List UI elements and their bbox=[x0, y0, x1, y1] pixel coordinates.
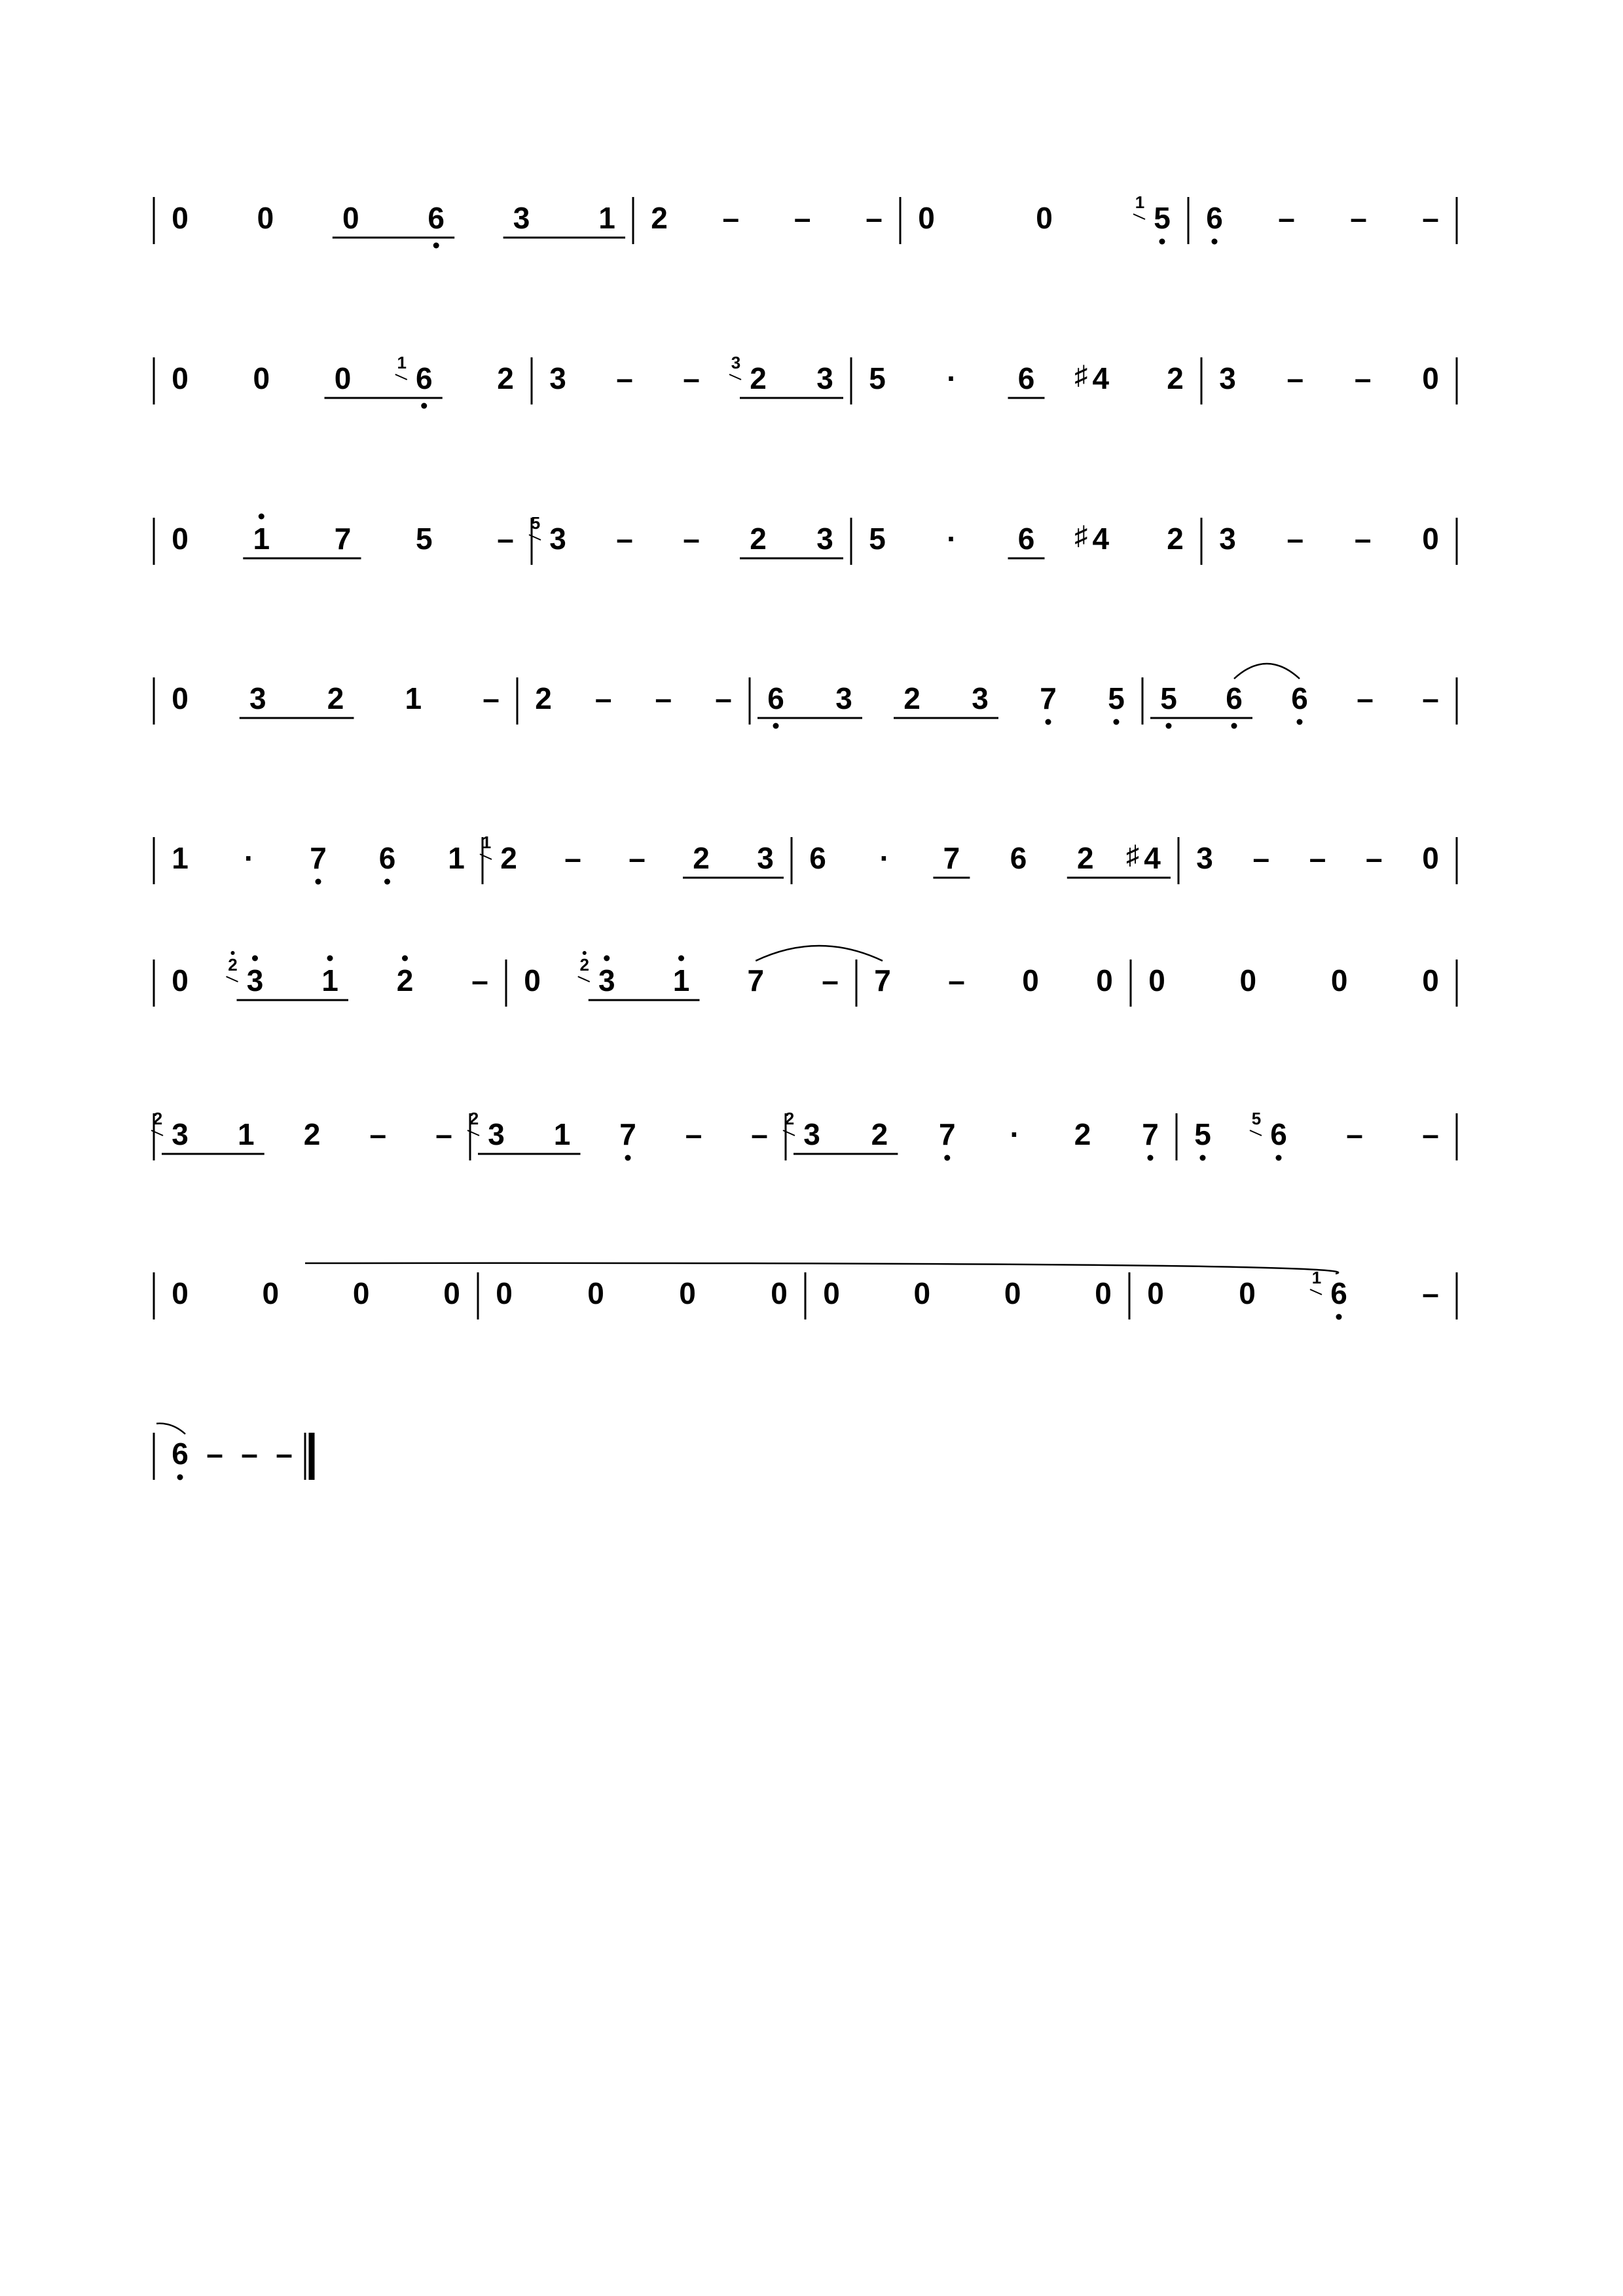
note: 1 bbox=[321, 963, 338, 998]
note: 2 bbox=[497, 361, 514, 396]
note: 6 bbox=[1291, 681, 1308, 716]
dash-extension: – bbox=[1286, 361, 1304, 396]
octave-down-dot bbox=[1159, 239, 1165, 245]
dash-extension: – bbox=[1422, 201, 1439, 236]
note: 2 bbox=[903, 681, 921, 716]
sharp-sign: ♯ bbox=[1074, 521, 1088, 550]
dash-extension: – bbox=[276, 1437, 293, 1471]
note: 7 bbox=[1040, 681, 1057, 716]
grace-note: 2 bbox=[784, 1108, 795, 1128]
tie-slur bbox=[1234, 664, 1300, 679]
note: 0 bbox=[172, 681, 189, 716]
dash-extension: – bbox=[435, 1117, 452, 1152]
note: 0 bbox=[172, 1276, 189, 1311]
dash-extension: – bbox=[1278, 201, 1295, 236]
dash-extension: – bbox=[594, 681, 612, 716]
octave-down-dot bbox=[1046, 719, 1051, 725]
grace-slash bbox=[1133, 214, 1145, 219]
note: 6 bbox=[767, 681, 784, 716]
note: 3 bbox=[598, 963, 615, 998]
note: 0 bbox=[1096, 963, 1113, 998]
grace-note: 2 bbox=[153, 1108, 163, 1128]
dash-extension: – bbox=[564, 841, 581, 876]
note: 1 bbox=[598, 201, 615, 236]
note: 0 bbox=[257, 201, 274, 236]
note: 2 bbox=[750, 522, 767, 556]
note: 3 bbox=[757, 841, 774, 876]
note: 0 bbox=[771, 1276, 788, 1311]
note: 5 bbox=[869, 522, 886, 556]
note: 0 bbox=[443, 1276, 460, 1311]
grace-note: 5 bbox=[1251, 1108, 1262, 1128]
octave-down-dot bbox=[625, 1155, 631, 1161]
grace-note: 1 bbox=[481, 832, 492, 852]
note: 1 bbox=[237, 1117, 255, 1152]
note: 0 bbox=[1422, 963, 1439, 998]
sharp-sign: ♯ bbox=[1126, 840, 1139, 870]
augmentation-dot: · bbox=[879, 841, 890, 876]
note: 3 bbox=[246, 963, 264, 998]
note: 1 bbox=[672, 963, 690, 998]
note: 4 bbox=[1092, 361, 1110, 396]
grace-note: 5 bbox=[530, 512, 541, 533]
note: 0 bbox=[1422, 841, 1439, 876]
note: 2 bbox=[396, 963, 414, 998]
note: 3 bbox=[1219, 522, 1236, 556]
note: 2 bbox=[327, 681, 344, 716]
note: 3 bbox=[816, 361, 833, 396]
note: 0 bbox=[1239, 963, 1257, 998]
grace-octave-up-dot bbox=[583, 951, 587, 955]
note: 7 bbox=[310, 841, 327, 876]
note: 7 bbox=[943, 841, 960, 876]
dash-extension: – bbox=[483, 681, 500, 716]
dash-extension: – bbox=[1357, 681, 1374, 716]
note: 6 bbox=[1017, 361, 1035, 396]
note: 0 bbox=[1422, 361, 1439, 396]
dash-extension: – bbox=[948, 963, 965, 998]
note: 3 bbox=[172, 1117, 189, 1152]
note: 7 bbox=[747, 963, 765, 998]
dash-extension: – bbox=[1422, 681, 1439, 716]
note: 0 bbox=[172, 361, 189, 396]
note: 1 bbox=[172, 841, 189, 876]
dash-extension: – bbox=[822, 963, 839, 998]
grace-slash bbox=[1250, 1130, 1262, 1136]
dash-extension: – bbox=[683, 522, 700, 556]
note: 7 bbox=[939, 1117, 956, 1152]
octave-up-dot bbox=[604, 956, 610, 961]
octave-down-dot bbox=[177, 1475, 183, 1480]
augmentation-dot: · bbox=[947, 361, 957, 396]
note: 2 bbox=[1167, 522, 1184, 556]
note: 1 bbox=[553, 1117, 571, 1152]
note: 0 bbox=[1422, 522, 1439, 556]
octave-up-dot bbox=[402, 956, 408, 961]
note: 6 bbox=[415, 361, 433, 396]
octave-down-dot bbox=[1114, 719, 1120, 725]
dash-extension: – bbox=[1422, 1117, 1439, 1152]
dash-extension: – bbox=[1286, 522, 1304, 556]
note: 0 bbox=[1148, 963, 1165, 998]
note: 0 bbox=[334, 361, 352, 396]
note: 3 bbox=[513, 201, 530, 236]
dash-extension: – bbox=[1252, 841, 1270, 876]
dash-extension: – bbox=[722, 201, 740, 236]
dash-extension: – bbox=[655, 681, 672, 716]
note: 5 bbox=[1194, 1117, 1211, 1152]
note: 7 bbox=[1142, 1117, 1159, 1152]
note: 1 bbox=[448, 841, 465, 876]
octave-down-dot bbox=[944, 1155, 950, 1161]
note: 2 bbox=[871, 1117, 888, 1152]
note: 2 bbox=[535, 681, 552, 716]
note: 0 bbox=[352, 1276, 370, 1311]
note: 2 bbox=[500, 841, 517, 876]
octave-down-dot bbox=[1212, 239, 1218, 245]
note: 0 bbox=[823, 1276, 840, 1311]
note: 0 bbox=[1095, 1276, 1112, 1311]
note: 2 bbox=[1077, 841, 1094, 876]
note: 3 bbox=[488, 1117, 505, 1152]
dash-extension: – bbox=[616, 361, 633, 396]
note: 6 bbox=[1010, 841, 1027, 876]
note: 2 bbox=[1074, 1117, 1091, 1152]
octave-down-dot bbox=[1166, 723, 1172, 729]
note: 7 bbox=[334, 522, 352, 556]
dash-extension: – bbox=[683, 361, 700, 396]
augmentation-dot: · bbox=[947, 522, 957, 556]
note: 6 bbox=[378, 841, 396, 876]
note: 2 bbox=[303, 1117, 321, 1152]
grace-slash bbox=[227, 977, 238, 982]
note: 3 bbox=[249, 681, 266, 716]
octave-down-dot bbox=[773, 723, 779, 729]
grace-slash bbox=[578, 977, 590, 982]
note: 2 bbox=[750, 361, 767, 396]
note: 5 bbox=[1108, 681, 1125, 716]
dash-extension: – bbox=[685, 1117, 702, 1152]
note: 7 bbox=[874, 963, 891, 998]
tie-slur-start bbox=[305, 1263, 1338, 1274]
note: 6 bbox=[1206, 201, 1223, 236]
note: 1 bbox=[253, 522, 270, 556]
octave-down-dot bbox=[433, 243, 439, 249]
dash-extension: – bbox=[241, 1437, 258, 1471]
octave-down-dot bbox=[384, 879, 390, 885]
octave-down-dot bbox=[421, 403, 427, 409]
note: 3 bbox=[803, 1117, 820, 1152]
dash-extension: – bbox=[629, 841, 646, 876]
grace-slash bbox=[1310, 1289, 1322, 1295]
note: 0 bbox=[253, 361, 270, 396]
grace-note: 2 bbox=[469, 1108, 479, 1128]
dash-extension: – bbox=[1354, 522, 1372, 556]
note: 3 bbox=[835, 681, 852, 716]
dash-extension: – bbox=[866, 201, 883, 236]
tie-slur bbox=[756, 946, 883, 961]
grace-octave-up-dot bbox=[231, 951, 235, 955]
note: 0 bbox=[172, 963, 189, 998]
dash-extension: – bbox=[616, 522, 633, 556]
grace-note: 1 bbox=[1135, 192, 1145, 212]
dash-extension: – bbox=[206, 1437, 223, 1471]
grace-note: 1 bbox=[397, 352, 407, 372]
dash-extension: – bbox=[471, 963, 488, 998]
grace-slash bbox=[729, 374, 741, 380]
octave-down-dot bbox=[1336, 1314, 1342, 1320]
dash-extension: – bbox=[1365, 841, 1383, 876]
note: 0 bbox=[913, 1276, 931, 1311]
sharp-sign: ♯ bbox=[1074, 361, 1088, 390]
octave-up-dot bbox=[327, 956, 333, 961]
note: 6 bbox=[1330, 1276, 1347, 1311]
note: 2 bbox=[1167, 361, 1184, 396]
dash-extension: – bbox=[715, 681, 732, 716]
note: 2 bbox=[693, 841, 710, 876]
note: 3 bbox=[1196, 841, 1213, 876]
note: 3 bbox=[972, 681, 989, 716]
note: 6 bbox=[172, 1437, 189, 1471]
note: 5 bbox=[1160, 681, 1177, 716]
octave-up-dot bbox=[678, 956, 684, 961]
note: 0 bbox=[679, 1276, 696, 1311]
note: 4 bbox=[1144, 841, 1161, 876]
note: 0 bbox=[1004, 1276, 1021, 1311]
dash-extension: – bbox=[369, 1117, 387, 1152]
octave-down-dot bbox=[316, 879, 321, 885]
dash-extension: – bbox=[793, 201, 811, 236]
note: 3 bbox=[549, 522, 566, 556]
note: 0 bbox=[918, 201, 935, 236]
note: 0 bbox=[172, 201, 189, 236]
note: 0 bbox=[262, 1276, 280, 1311]
augmentation-dot: · bbox=[1010, 1117, 1020, 1152]
note: 6 bbox=[428, 201, 445, 236]
grace-note: 3 bbox=[731, 352, 741, 372]
note: 3 bbox=[1219, 361, 1236, 396]
note: 3 bbox=[549, 361, 566, 396]
note: 0 bbox=[1330, 963, 1348, 998]
note: 6 bbox=[1017, 522, 1035, 556]
note: 6 bbox=[1270, 1117, 1287, 1152]
note: 0 bbox=[587, 1276, 604, 1311]
note: 0 bbox=[1239, 1276, 1256, 1311]
note: 0 bbox=[496, 1276, 513, 1311]
note: 0 bbox=[342, 201, 359, 236]
note: 6 bbox=[809, 841, 826, 876]
dash-extension: – bbox=[1346, 1117, 1363, 1152]
note: 3 bbox=[816, 522, 833, 556]
tie-slur-end bbox=[156, 1424, 185, 1434]
note: 0 bbox=[1036, 201, 1053, 236]
grace-note: 2 bbox=[228, 954, 238, 975]
note: 6 bbox=[1226, 681, 1243, 716]
grace-note: 2 bbox=[579, 954, 589, 975]
note: 0 bbox=[1022, 963, 1039, 998]
dash-extension: – bbox=[497, 522, 514, 556]
dash-extension: – bbox=[1422, 1276, 1439, 1311]
dash-extension: – bbox=[1350, 201, 1367, 236]
note: 2 bbox=[651, 201, 668, 236]
note: 1 bbox=[405, 681, 422, 716]
octave-down-dot bbox=[1276, 1155, 1282, 1161]
grace-note: 1 bbox=[1311, 1267, 1322, 1287]
octave-down-dot bbox=[1148, 1155, 1154, 1161]
octave-up-dot bbox=[259, 514, 264, 520]
note: 0 bbox=[172, 522, 189, 556]
note: 4 bbox=[1092, 522, 1110, 556]
dash-extension: – bbox=[751, 1117, 768, 1152]
grace-slash bbox=[395, 374, 407, 380]
note: 5 bbox=[415, 522, 433, 556]
note: 5 bbox=[869, 361, 886, 396]
dash-extension: – bbox=[1309, 841, 1326, 876]
note: 7 bbox=[619, 1117, 636, 1152]
augmentation-dot: · bbox=[244, 841, 255, 876]
octave-up-dot bbox=[252, 956, 258, 961]
note: 5 bbox=[1154, 201, 1171, 236]
note: 0 bbox=[1147, 1276, 1164, 1311]
octave-down-dot bbox=[1231, 723, 1237, 729]
octave-down-dot bbox=[1200, 1155, 1206, 1161]
note: 0 bbox=[524, 963, 541, 998]
dash-extension: – bbox=[1354, 361, 1372, 396]
octave-down-dot bbox=[1297, 719, 1303, 725]
